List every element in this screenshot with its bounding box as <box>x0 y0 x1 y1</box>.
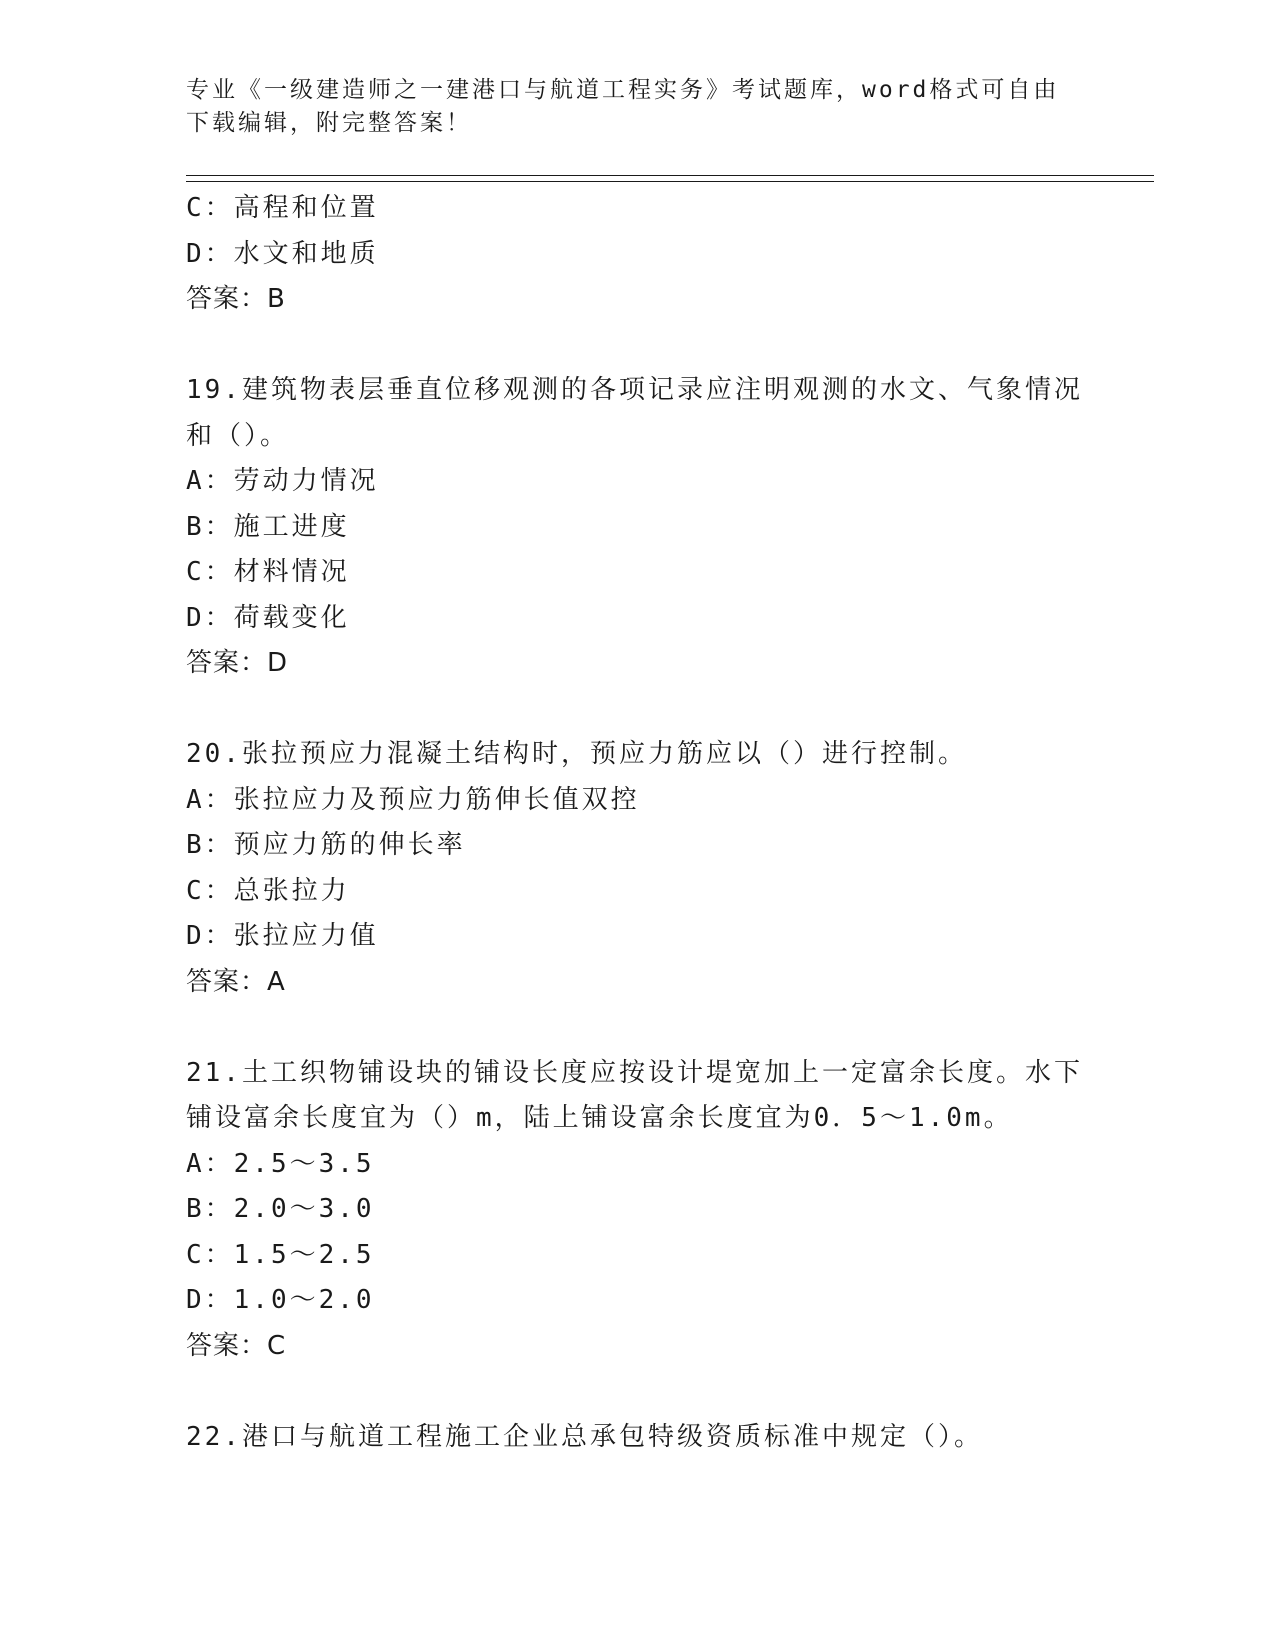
option-b: B：施工进度 <box>186 511 350 542</box>
answer-label: 答案：D <box>186 648 289 678</box>
spacer <box>186 1005 1106 1051</box>
option-c: C：1.5～2.5 <box>186 1239 375 1270</box>
question-22 <box>186 1415 1106 1461</box>
option-b: B：2.0～3.0 <box>186 1194 375 1224</box>
question-stem: 22.港口与航道工程施工企业总承包特级资质标准中规定（）。 <box>186 1421 983 1452</box>
option-a: A：2.5～3.5 <box>186 1148 375 1179</box>
option-a: A：劳动力情况 <box>186 466 379 496</box>
spacer <box>186 687 1106 733</box>
option-b: B：预应力筋的伸长率 <box>186 830 466 860</box>
document-header: 专业《一级建造师之一建港口与航道工程实务》考试题库，word格式可自由下载编辑，附完整答案！ <box>186 77 1060 136</box>
question-21 <box>186 1051 1106 1370</box>
spacer <box>186 1369 1106 1415</box>
option-d: D：水文和地质 <box>186 238 379 269</box>
header-divider-top <box>186 175 1154 176</box>
option-d: D：荷载变化 <box>186 602 350 633</box>
question-20 <box>186 732 1106 1005</box>
option-a: A：张拉应力及预应力筋伸长值双控 <box>186 784 640 815</box>
question-stem: 19.建筑物表层垂直位移观测的各项记录应注明观测的水文、气象情况和（）。 <box>186 375 1083 451</box>
option-d: D：1.0～2.0 <box>186 1285 375 1315</box>
question-stem: 21.土工织物铺设块的铺设长度应按设计堤宽加上一定富余长度。水下铺设富余长度宜为（）m，陆上铺设富余长度宜为0．5～1.0m。 <box>186 1057 1083 1133</box>
answer-label: 答案：B <box>186 284 286 314</box>
answer-label: 答案：C <box>186 1330 287 1361</box>
option-c: C：材料情况 <box>186 557 350 587</box>
header-divider-bottom <box>186 181 1154 182</box>
question-18-tail <box>186 186 1106 323</box>
spacer <box>186 323 1106 369</box>
question-content <box>186 186 1106 1460</box>
question-stem: 20.张拉预应力混凝土结构时，预应力筋应以（）进行控制。 <box>186 739 967 769</box>
option-d: D：张拉应力值 <box>186 921 379 951</box>
option-c: C：总张拉力 <box>186 875 350 906</box>
option-c: C：高程和位置 <box>186 193 379 223</box>
question-19 <box>186 368 1106 687</box>
answer-label: 答案：A <box>186 966 286 997</box>
